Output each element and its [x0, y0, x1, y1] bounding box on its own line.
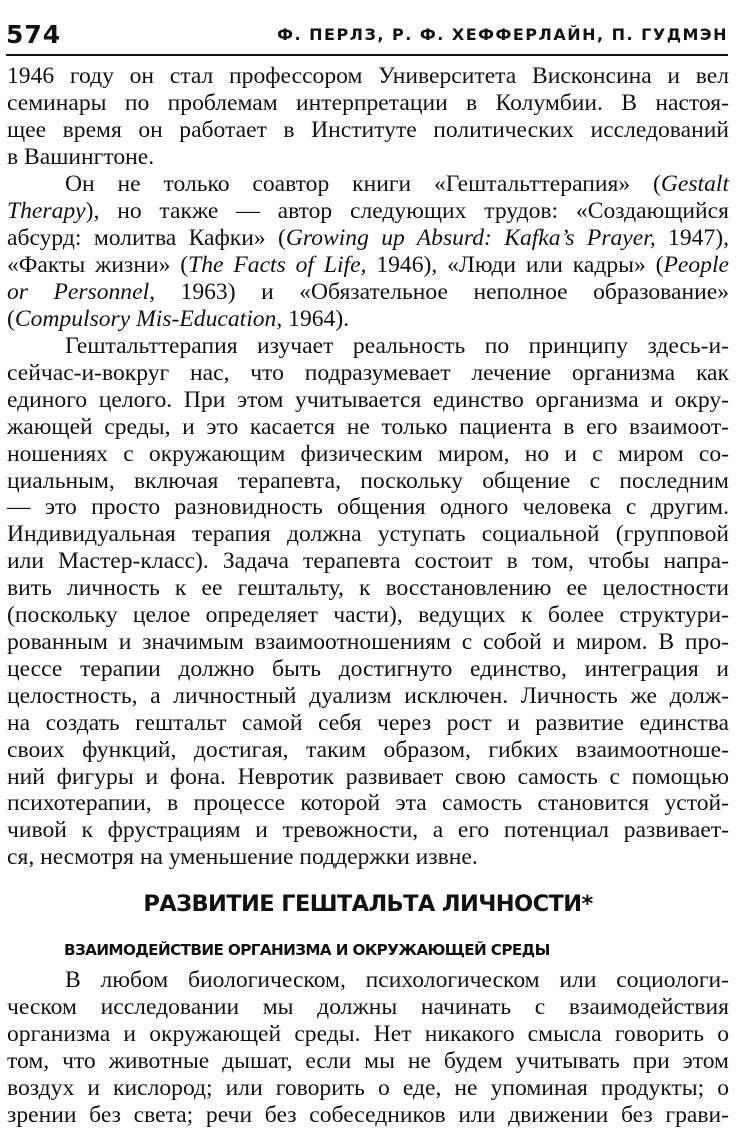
p2-line-4: «Факты жизни» (The Facts of Life, 1946), «Люди или кадры» (People — [7, 251, 729, 278]
paragraph-2 — [7, 171, 729, 332]
running-head: Ф. ПЕРЛЗ, Р. Ф. ХЕФФЕРЛАЙН, П. ГУДМЭН — [277, 25, 728, 44]
paragraph-1: 1946 году он стал профессором Университета Висконсина и вел семинары по проблемам интерпретации в Колумбии. В настоя- щее время он работает в Институте политических исследований в Вашингтоне. — [7, 63, 729, 170]
p2-line-6: (Compulsory Mis-Education, 1964). — [7, 305, 350, 332]
header-rule — [6, 54, 728, 56]
paragraph-4: В любом биологическом, психологическом или социологи- ческом исследовании мы должны начинать с взаимодействия организма и окружающей среды. Нет никакого смысла говорить о том, что животные дышат, если мы не будем учитывать при этом воздух и кислород; или говорить о еде, не упоминая продукты; о зрении без света; речи без собеседников или движении без грави- — [7, 967, 729, 1128]
p2-line-5: or Personnel, 1963) и «Обязательное неполное образование» — [7, 278, 729, 305]
paragraph-3: Гештальттерапия изучает реальность по принципу здесь-и- сейчас-и-вокруг нас, что подразумевает лечение организма как единого целого. При этом учитывается единство организма и окру- жающей среды, и это касается не только пациента в его взаимоот- ношениях с окружающим физическим миром, но и с миром со- циальным, включая терапевта, поскольку общение с последним — это просто разновидность общения одного человека с другим. Индивидуальная терапия должна уступать социальной (групповой или Мастер-класс). Задача терапевта состоит в том, чтобы напра- вить личность к ее гештальту, к восстановлению ее целостности (поскольку целое определяет части), ведущих к более структури- рованным и значимым взаимоотношениям с собой и миром. В про- цессе терапии должно быть достигнуто единство, интеграция и целостность, а личностный дуализм исключен. Личность же долж- на создать гештальт самой себя через рост и развитие единства своих функций, достигая, таким образом, гибких взаимоотноше- ний фигуры и фона. Невротик развивает свою самость с помощью психотерапии, в процессе которой эта самость становится устой- чивой к фрустрациям и тревожности, а его потенциал развивает- ся, несмотря на уменьшение поддержки извне. — [7, 333, 729, 871]
section-title: РАЗВИТИЕ ГЕШТАЛЬТА ЛИЧНОСТИ* — [143, 891, 593, 917]
p2-line-3: абсурд: молитва Кафки» (Growing up Absurd: Kafka’s Prayer, 1947), — [7, 224, 730, 251]
p2-line-2: Therapy), но также — автор следующих трудов: «Создающийся — [7, 197, 729, 224]
p2-line-1: Он не только соавтор книги «Гештальттерапия» (Gestalt — [65, 171, 729, 197]
page-header — [6, 20, 728, 50]
subsection-title: ВЗАИМОДЕЙСТВИЕ ОРГАНИЗМА И ОКРУЖАЮЩЕЙ СРЕДЫ — [64, 941, 550, 959]
page-number: 574 — [6, 20, 62, 49]
